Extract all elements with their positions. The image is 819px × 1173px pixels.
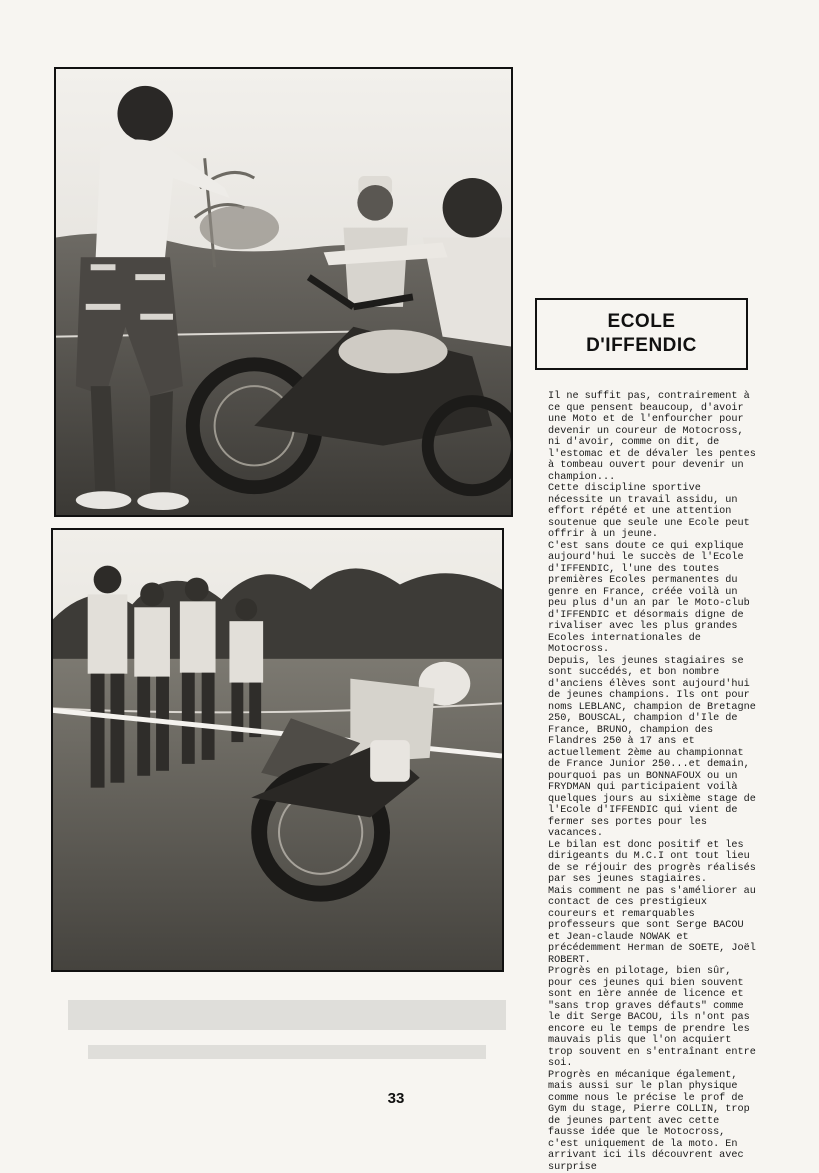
article-paragraph: Depuis, les jeunes stagiaires se sont succédés, et bon nombre d'anciens élèves sont aujourd'hui de jeunes champions. Ils ont pour noms LEBLANC, champion de Bretagne 250, BOUSCAL, champion d'Ile de France, BRUNO, champion des Flandres 250 à 17 ans et actuellement 2ème au championnat de France Junior 250...et demain, pourquoi pas un BONNAFOUX ou un FRYDMAN qui participaient voilà quelques jours au sixième stage de l'Ecole d'IFFENDIC qui vient de fermer ses portes pour les vacances. <box>548 656 761 840</box>
article-paragraph: Progrès en mécanique également, mais aussi sur le plan physique comme nous le précise le prof de Gym du stage, Pierre COLLIN, trop de jeunes partent avec cette fausse idée que le Motocross, c'est uniquement de la moto. En arrivant ici ils découvrent avec surprise <box>548 1070 761 1173</box>
photo-1-illustration <box>56 69 511 515</box>
article-paragraph: Mais comment ne pas s'améliorer au contact de ces prestigieux coureurs et remarquables professeurs que sont Serge BACOU et Jean-claude NOWAK et précédemment Herman de SOETE, Joël ROBERT. <box>548 886 761 967</box>
article-paragraph: Progrès en pilotage, bien sûr, pour ces jeunes qui bien souvent sont en 1ère année de licence et "sans trop graves défauts" comme le dit Serge BACOU, ils n'ont pas encore eu le temps de prendre les mauvais plis que l'on acquiert trop souvent en s'entraînant entre soi. <box>548 966 761 1070</box>
article-title-box <box>535 298 748 370</box>
article-title-line-1: ECOLE <box>608 310 676 334</box>
article-body <box>548 391 761 1091</box>
article-paragraph: Il ne suffit pas, contrairement à ce que pensent beaucoup, d'avoir une Moto et de l'enfourcher pour devenir un coureur de Motocross, ni d'avoir, comme on dit, de l'estomac et de dévaler les pentes à tombeau ouvert pour devenir un champion... <box>548 391 761 483</box>
article-paragraph: Le bilan est donc positif et les dirigeants du M.C.I ont tout lieu de se réjouir des progrès réalisés par ses jeunes stagiaires. <box>548 840 761 886</box>
photo-2-illustration <box>53 530 502 970</box>
article-paragraph: Cette discipline sportive nécessite un travail assidu, un effort répété et une attention soutenue que seule une Ecole peut offrir à un jeune. <box>548 483 761 541</box>
show-through-ghost <box>62 990 512 1078</box>
photo-rider-cornering <box>51 528 504 972</box>
article-title-line-2: D'IFFENDIC <box>586 334 697 358</box>
photo-instructor-and-rider <box>54 67 513 517</box>
page-number: 33 <box>381 1090 411 1107</box>
show-through-shapes <box>62 990 512 1078</box>
article-paragraph: C'est sans doute ce qui explique aujourd'hui le succès de l'Ecole d'IFFENDIC, l'une des toutes premières Ecoles permanentes du genre en France, créée voilà un peu plus d'un an par le Moto-club d'IFFENDIC et désormais digne de rivaliser avec les plus grandes Ecoles internationales de Motocross. <box>548 541 761 656</box>
